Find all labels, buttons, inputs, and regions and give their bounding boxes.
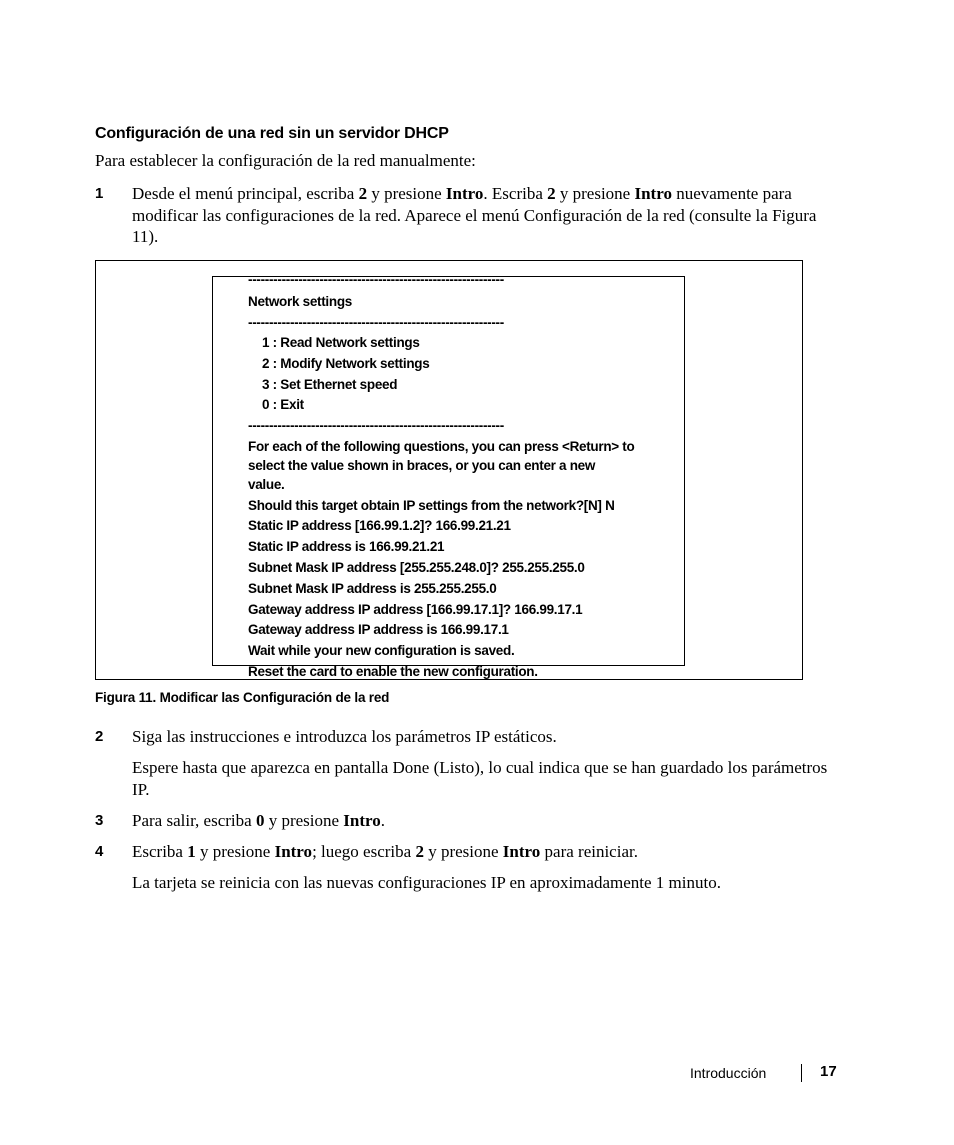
- terminal-separator: -------------------------------------------------------------: [248, 418, 504, 433]
- step-number: 2: [95, 728, 104, 745]
- terminal-line: Gateway address IP address [166.99.17.1]? 166.99.17.1: [248, 602, 583, 617]
- footer-divider: [801, 1064, 802, 1082]
- step-3: [95, 810, 835, 832]
- terminal-separator: -------------------------------------------------------------: [248, 315, 504, 330]
- step-text: Para salir, escriba 0 y presione Intro.: [132, 811, 386, 830]
- step-text: Siga las instrucciones e introduzca los parámetros IP estáticos.: [132, 727, 557, 746]
- terminal-menu-item: 3 : Set Ethernet speed: [262, 377, 398, 392]
- footer-section-name: Introducción: [690, 1065, 767, 1081]
- terminal-line: Should this target obtain IP settings from the network?[N] N: [248, 498, 615, 513]
- section-heading: Configuración de una red sin un servidor DHCP: [95, 125, 449, 142]
- step-number: 3: [95, 812, 104, 829]
- figure-caption: Figura 11. Modificar las Configuración de la red: [95, 690, 390, 705]
- terminal-line: Gateway address IP address is 166.99.17.1: [248, 622, 509, 637]
- terminal-line: value.: [248, 477, 285, 492]
- step-number: 1: [95, 185, 104, 202]
- intro-paragraph: Para establecer la configuración de la red manualmente:: [95, 151, 476, 170]
- page-number: 17: [820, 1063, 837, 1080]
- terminal-line: Static IP address is 166.99.21.21: [248, 539, 445, 554]
- terminal-separator: -------------------------------------------------------------: [248, 272, 504, 287]
- step-number: 4: [95, 843, 104, 860]
- terminal-menu-item: 0 : Exit: [262, 397, 304, 412]
- step-2-followup: Espere hasta que aparezca en pantalla Done (Listo), lo cual indica que se han guardado los parámetros IP.: [132, 758, 828, 799]
- step-4: [95, 841, 835, 863]
- step-2: [95, 726, 835, 748]
- step-text: Escriba 1 y presione Intro; luego escriba 2 y presione Intro para reiniciar.: [132, 842, 638, 861]
- terminal-menu-item: 2 : Modify Network settings: [262, 356, 430, 371]
- terminal-line: select the value shown in braces, or you can enter a new: [248, 458, 596, 473]
- terminal-line: Reset the card to enable the new configuration.: [248, 664, 538, 679]
- step-text: Desde el menú principal, escriba 2 y presione Intro. Escriba 2 y presione Intro nuevamente para modificar las configuraciones de la red. Aparece el menú Configuración de la red (consulte la Figura 11).: [132, 184, 817, 246]
- terminal-line: Static IP address [166.99.1.2]? 166.99.21.21: [248, 518, 511, 533]
- step-1: [95, 183, 835, 248]
- terminal-title: Network settings: [248, 294, 352, 309]
- terminal-menu-item: 1 : Read Network settings: [262, 335, 420, 350]
- terminal-line: Subnet Mask IP address [255.255.248.0]? 255.255.255.0: [248, 560, 585, 575]
- terminal-line: For each of the following questions, you can press <Return> to: [248, 439, 635, 454]
- terminal-line: Wait while your new configuration is saved.: [248, 643, 515, 658]
- terminal-line: Subnet Mask IP address is 255.255.255.0: [248, 581, 497, 596]
- step-4-followup: La tarjeta se reinicia con las nuevas configuraciones IP en aproximadamente 1 minuto.: [132, 873, 721, 892]
